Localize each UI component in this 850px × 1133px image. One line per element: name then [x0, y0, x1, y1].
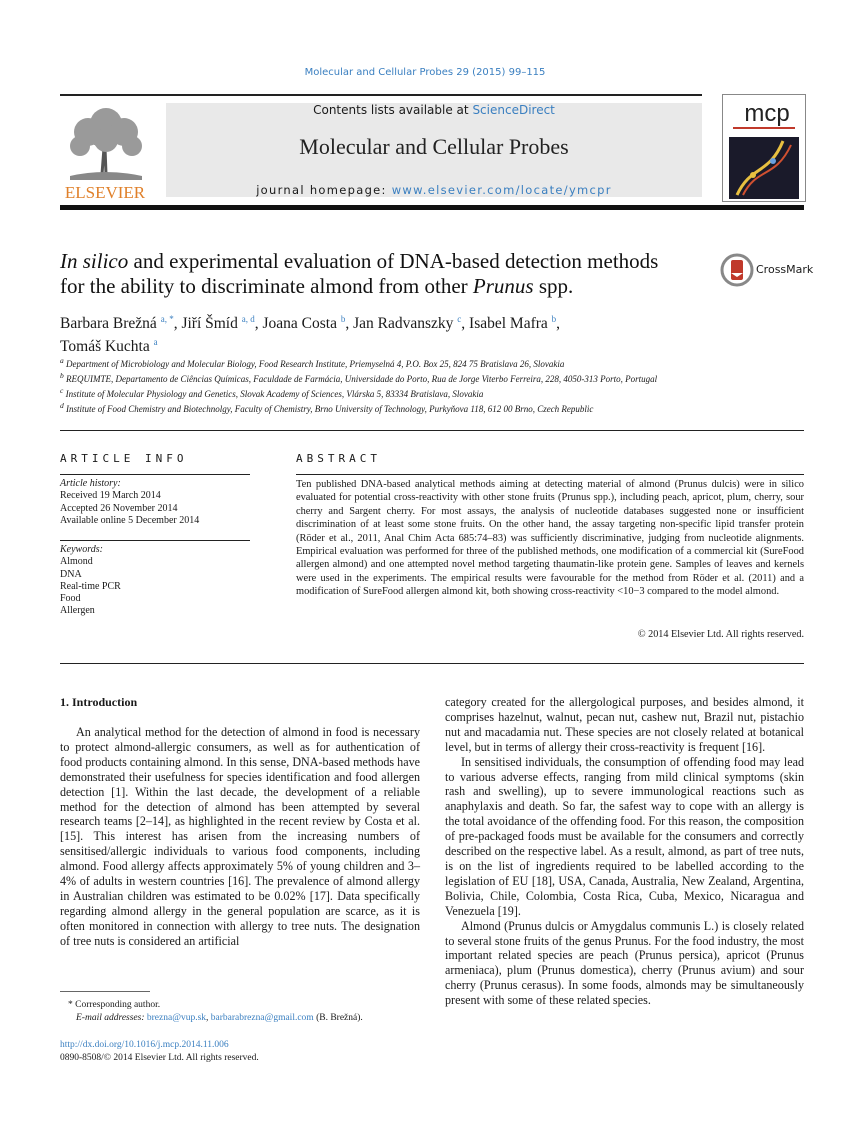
email-link[interactable]: brezna@vup.sk — [146, 1012, 207, 1023]
paragraph: In sensitised individuals, the consumption of offending food may lead to various adverse effects, ranging from mild clinical symptoms (skin rash and swelling), up to severe immunological reactions such as anaphylaxis and death. So far, the safest way to cope with an allergy is the total avoidance of the offending food. For this reason, the composition of pre-packaged foods must be available for the consumers and correctly described on the respective label. As a result, almond, as part of tree nuts, is on the list of ingredients required to be labelled according to the legislation of EU [18], USA, Canada, Australia, New Zealand, Argentina, Bolivia, Chile, Colombia, Costa Rica, Cuba, Mexico, Nicaragua and Venezuela [19]. — [445, 754, 804, 918]
article-identifiers — [60, 1039, 460, 1064]
author-list — [60, 310, 700, 356]
crossmark-icon — [720, 253, 754, 287]
title-part-3: spp. — [533, 274, 574, 298]
affiliations — [60, 355, 760, 415]
abstract-rule — [296, 474, 804, 475]
journal-homepage — [166, 183, 702, 197]
keywords — [60, 544, 260, 618]
abstract-copyright: © 2014 Elsevier Ltd. All rights reserved. — [637, 629, 804, 640]
email-note: E-mail addresses: brezna@vup.sk, barbarabrezna@gmail.com (B. Brežná). — [76, 1012, 363, 1023]
author[interactable]: Tomáš Kuchta $^a$ — [60, 337, 158, 356]
contents-line — [166, 103, 702, 117]
footnotes — [60, 999, 440, 1024]
crossmark-label: CrossMark — [756, 263, 814, 276]
journal-cover-image — [723, 95, 805, 201]
issn-line: 0890-8508/© 2014 Elsevier Ltd. All rights reserved. — [60, 1052, 259, 1063]
affiliation: $^d$ Institute of Food Chemistry and Biotechnolgy, Faculty of Chemistry, Brno University of Technology, Purkyňova 118, 612 00 Brno, Czech Republic — [60, 401, 594, 414]
section-heading-introduction: 1. Introduction — [60, 695, 138, 709]
author[interactable]: Isabel Mafra $^b$, — [469, 314, 561, 333]
cover-abbrev: mcp — [744, 100, 790, 127]
journal-citation[interactable]: Molecular and Cellular Probes 29 (2015) 99–115 — [304, 67, 546, 78]
history-received: Received 19 March 2014 — [60, 490, 161, 502]
paragraph: Almond (Prunus dulcis or Amygdalus communis L.) is closely related to several stone fruits of the genus Prunus. For the food industry, the most important related species are peach (Prunus persica), apricot (Prunus armeniaca), plum (Prunus domestica), cherry (Prunus avium) and sour cherry (Prunus cerasus). In some foods, almonds may be simultaneously present with some of these related species. — [445, 918, 804, 1008]
keyword: Food — [60, 593, 81, 605]
affiliation: $^c$ Institute of Molecular Physiology and Genetics, Slovak Academy of Sciences, Vlárska 5, 83334 Bratislava, Slovakia — [60, 386, 484, 399]
author[interactable]: Joana Costa $^b$, — [262, 314, 354, 333]
footnote-rule — [60, 991, 150, 992]
body-column-left — [60, 725, 420, 949]
paragraph: category created for the allergological purposes, and besides almond, it comprises hazelnut, walnut, pecan nut, cashew nut, Brazil nut, pistachio nut and macadamia nut. These species are not closely related at botanical level, but in terms of allergy their cross-reactivity is frequent [16]. — [445, 695, 804, 754]
history-accepted: Accepted 26 November 2014 — [60, 502, 178, 514]
homepage-link[interactable]: www.elsevier.com/locate/ymcpr — [391, 183, 612, 197]
title-italic-2: Prunus — [472, 274, 534, 298]
doi-link[interactable]: http://dx.doi.org/10.1016/j.mcp.2014.11.006 — [60, 1040, 229, 1050]
affiliation: $^b$ REQUIMTE, Departamento de Ciências Químicas, Faculdade de Farmácia, Universidade do Porto, Rua de Jorge Viterbo Ferreira, 228, 4050-313 Porto, Portugal — [60, 371, 658, 384]
article-title — [60, 249, 710, 299]
history-label: Article history: — [60, 478, 121, 489]
keyword: Real-time PCR — [60, 580, 121, 592]
corresponding-author-note: * Corresponding author. — [68, 1000, 161, 1010]
homepage-prefix: journal homepage: — [256, 183, 392, 197]
history-online: Available online 5 December 2014 — [60, 514, 200, 526]
keywords-rule — [60, 540, 250, 541]
keyword: DNA — [60, 568, 82, 580]
header-bottom-rule — [60, 205, 804, 210]
affiliation: $^a$ Department of Microbiology and Molecular Biology, Food Research Institute, Priemyselná 4, P.O. Box 25, 824 75 Bratislava 26, Slovakia — [60, 356, 565, 369]
author[interactable]: Barbara Brežná $^{a, *}$, — [60, 314, 182, 333]
article-info-rule — [60, 474, 250, 475]
elsevier-logo — [60, 102, 150, 200]
title-part-1: and experimental evaluation of DNA-based detection methods — [128, 249, 659, 273]
crossmark-badge[interactable] — [720, 253, 814, 287]
keyword: Allergen — [60, 605, 95, 617]
keywords-label: Keywords: — [60, 544, 103, 555]
abstract-heading: ABSTRACT — [296, 452, 381, 465]
body-column-right — [445, 695, 804, 1008]
keyword: Almond — [60, 556, 93, 568]
header-top-rule — [60, 94, 702, 96]
article-info-heading: ARTICLE INFO — [60, 452, 188, 465]
publisher-name: ELSEVIER — [64, 183, 146, 200]
paragraph: An analytical method for the detection of almond in food is necessary to protect almond-allergic consumers, as well as for authentication of food products containing almond. In this sense, DNA-based methods have demonstrated their usefulness for species identification and food allergen detection [1]. Within the last decade, the development of a reliable method for the detection of almond has been attempted by several research teams [2–14], as highlighted in the recent review by Costa et al. [15]. This interest has arisen from the increasing numbers of sensitised/allergic individuals to various food components, including almond. Food allergy affects approximately 5% of young children and 3–4% of adults in western countries [16]. The prevalence of almond allergy in Australian children was estimated to be 0.02% [17]. Data specifically regarding almond allergy in the general population are scarce, as it is often monitored in connection with allergy to tree nuts. The designation of tree nuts is considered an artificial — [60, 725, 420, 948]
body-rule — [60, 663, 804, 664]
abstract-text: Ten published DNA-based analytical methods aiming at detecting material of almond (Prunus dulcis) were in silico evaluated for potential cross-reactivity with other stone fruits (Prunus spp.), including peach, apricot, plum, cherry, sour cherry and Sargent cherry. For most assays, the analysis of nucleotide databases suggested none or insufficient discrimination of at least some stone fruits. On the other hand, the assay targeting non-specific lipid transfer protein (Röder et al., 2011, Anal Chim Acta 685:74–83) was sufficiently discriminative, judging from nucleotide alignments. Empirical evaluation was performed for three of the published methods, one modification of a commercial kit (SureFood allergen almond) and one attempted novel method targeting thaumatin-like protein gene. Samples of leaves and kernels were used in the experiments. The empirical results were favourable for the method from Röder et al. (2011) and a modification of SureFood allergen almond kit, both showing cross-reactivity <10−3 compared to the model almond. — [296, 479, 804, 598]
email-link[interactable]: barbarabrezna@gmail.com — [210, 1012, 314, 1023]
author[interactable]: Jiří Šmíd $^{a, d}$, — [181, 314, 263, 333]
article-history — [60, 478, 260, 527]
title-part-2: for the ability to discriminate almond from other — [60, 274, 473, 298]
journal-title: Molecular and Cellular Probes — [299, 134, 569, 159]
sciencedirect-link[interactable]: ScienceDirect — [472, 103, 555, 117]
title-italic-1: In silico — [60, 249, 129, 273]
journal-cover-thumbnail — [722, 94, 806, 202]
section-rule — [60, 430, 804, 431]
author[interactable]: Jan Radvanszky $^c$, — [353, 314, 470, 333]
contents-prefix: Contents lists available at — [313, 103, 473, 117]
